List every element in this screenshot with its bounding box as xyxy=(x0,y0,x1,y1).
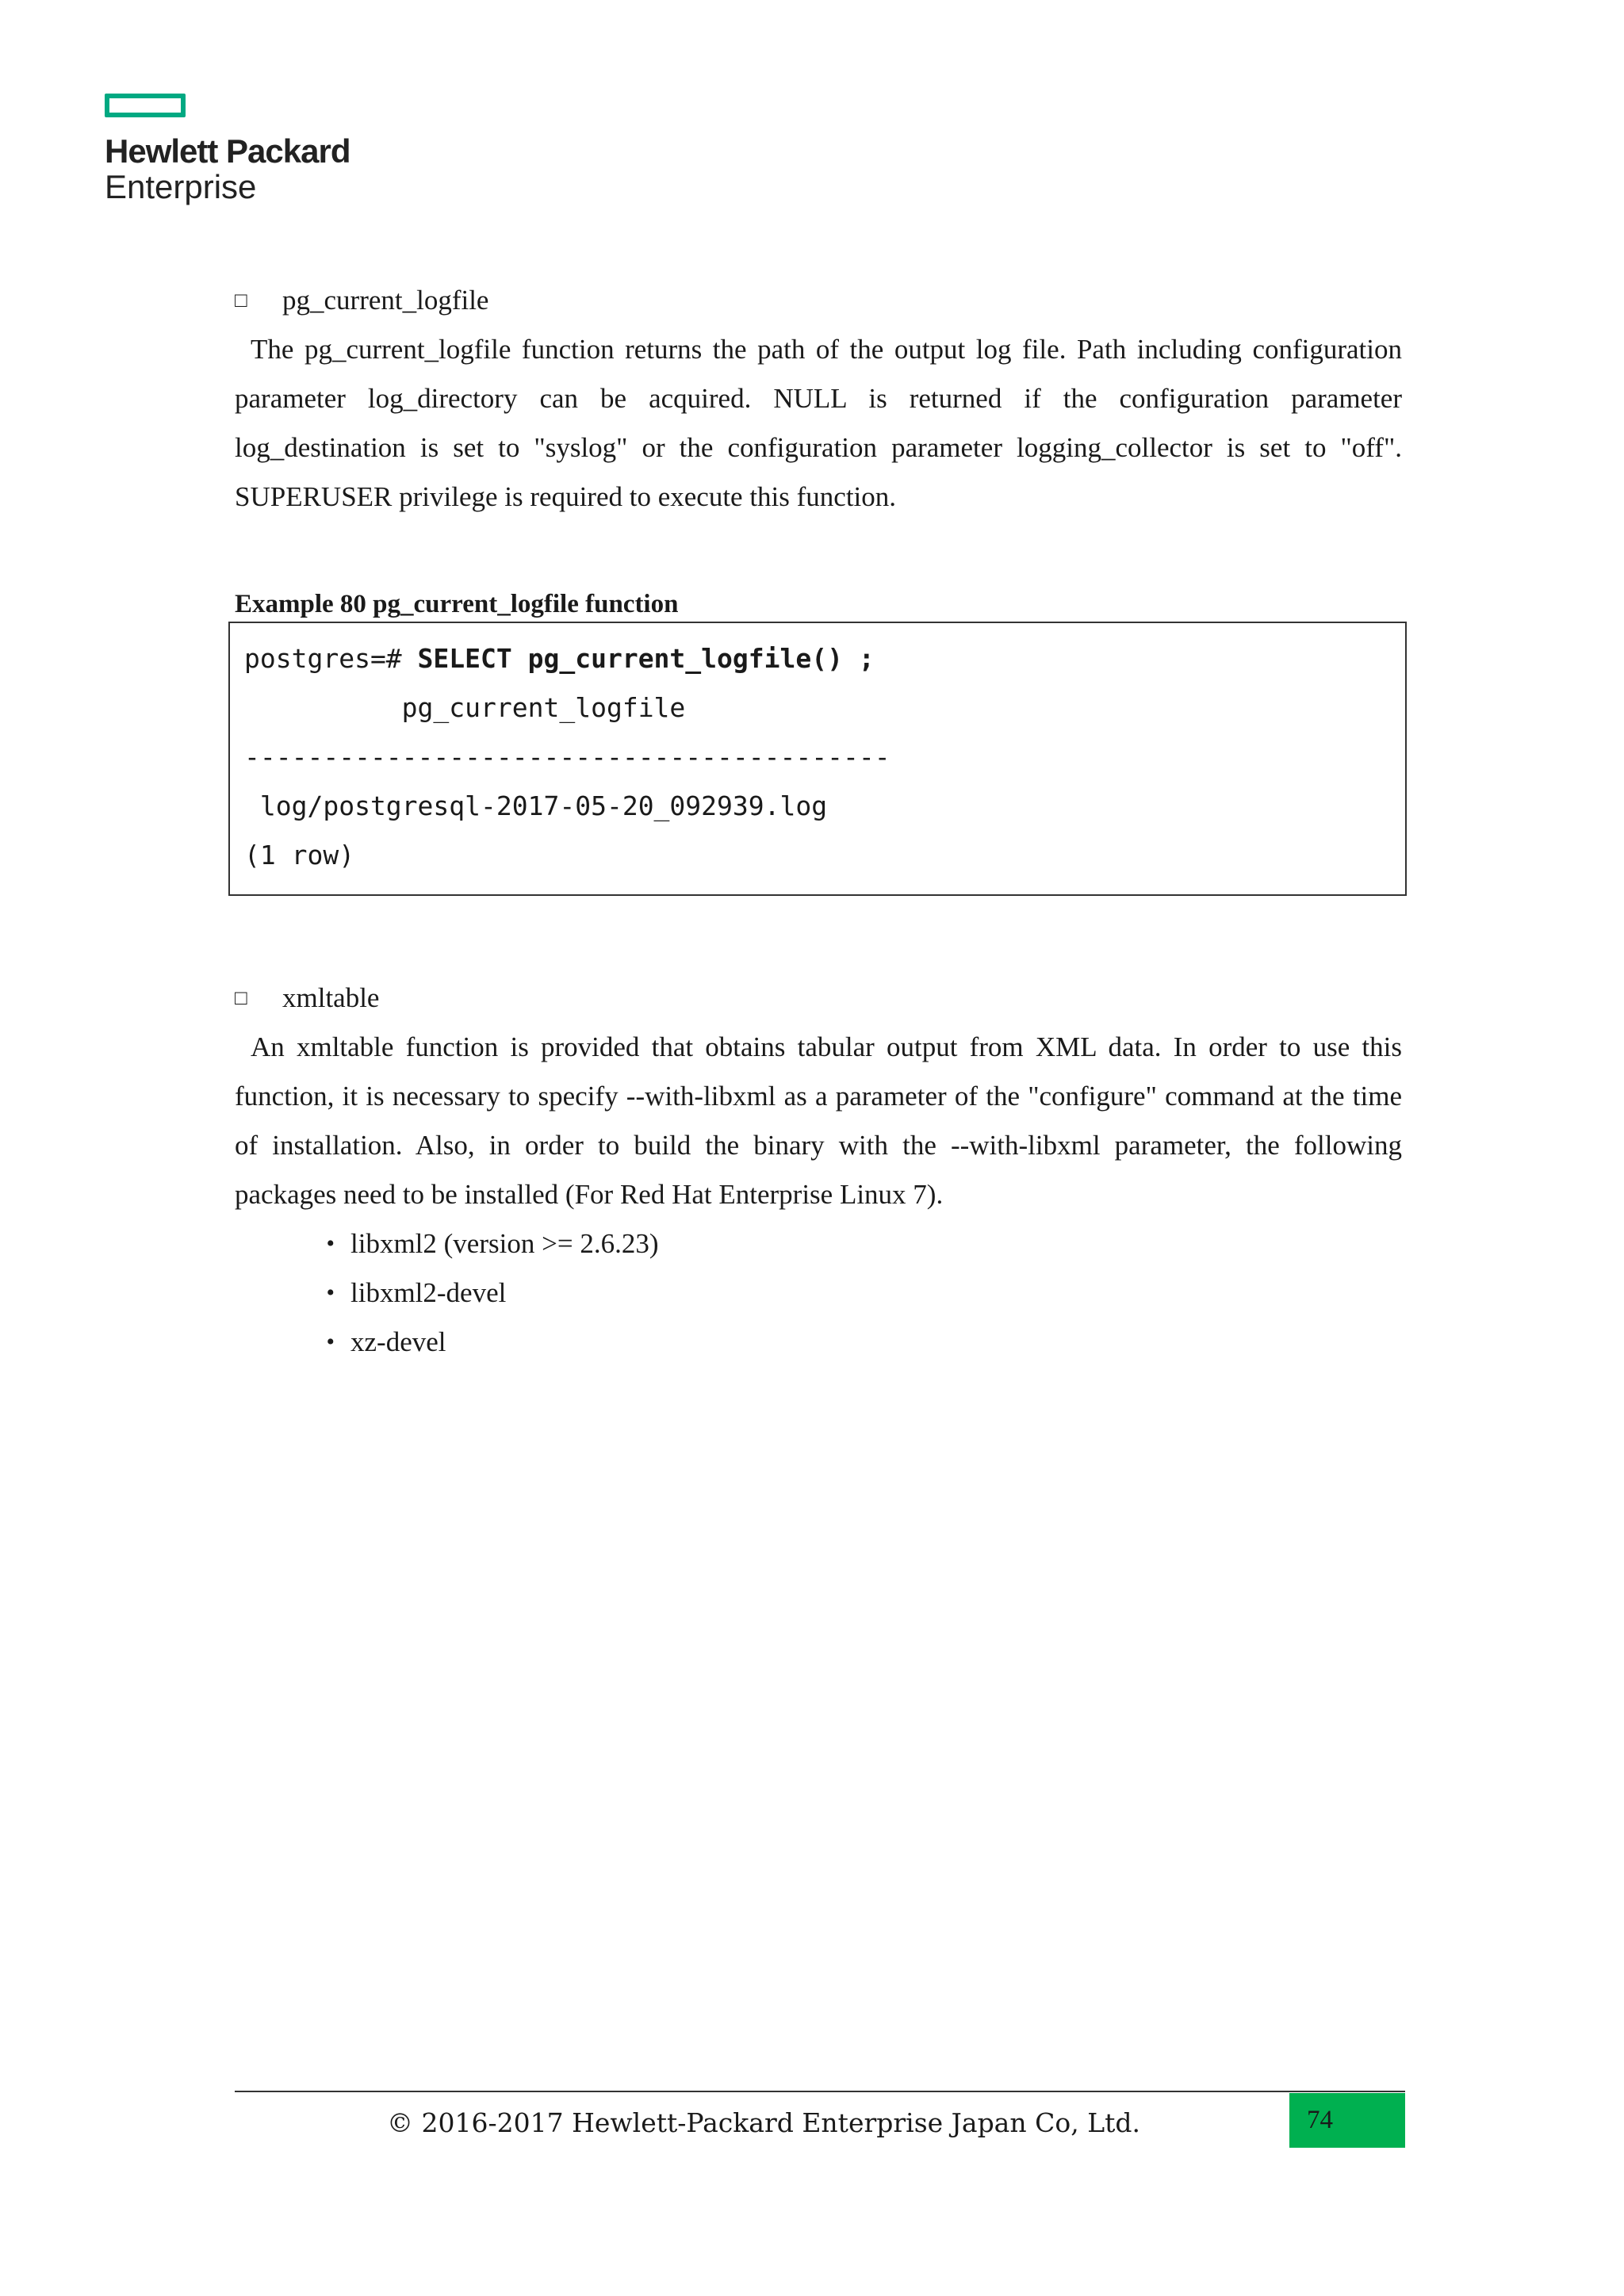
code-row-count: (1 row) xyxy=(244,840,355,871)
code-prompt: postgres=# xyxy=(244,643,418,674)
footer-divider xyxy=(235,2091,1405,2092)
section-paragraph: An xmltable function is provided that obtains tabular output from XML data. In order to use this function, it is necessary to specify --with-libxml as a parameter of the "configure" command at the time of installation. Also, in order to build the binary with the --with-libxml parameter, the following packages need to be installed (For Red Hat Enterprise Linux 7). xyxy=(235,1031,1402,1210)
code-separator: ----------------------------------------- xyxy=(244,741,891,772)
section-title: pg_current_logfile xyxy=(282,285,489,316)
code-result-value: log/postgresql-2017-05-20_092939.log xyxy=(244,790,828,821)
code-command-line xyxy=(244,634,1391,683)
example-caption: Example 80 pg_current_logfile function xyxy=(235,590,679,618)
square-bullet-icon: □ xyxy=(235,289,247,312)
footer-copyright: © 2016-2017 Hewlett-Packard Enterprise Japan Co, Ltd. xyxy=(387,2107,1140,2138)
page-number: 74 xyxy=(1289,2093,1405,2148)
section-heading-xmltable xyxy=(235,974,1402,1023)
page-content xyxy=(235,276,1402,1367)
section-title: xmltable xyxy=(282,982,380,1013)
list-item xyxy=(235,1219,1402,1269)
list-item xyxy=(235,1269,1402,1318)
code-result-header: pg_current_logfile xyxy=(244,692,686,723)
hpe-logo xyxy=(105,94,350,205)
square-bullet-icon: □ xyxy=(235,986,247,1009)
list-item xyxy=(235,1318,1402,1367)
bullet-dot-icon: • xyxy=(326,1329,335,1355)
section-paragraph: The pg_current_logfile function returns the path of the output log file. Path including configuration parameter log_directory can be acquired. NULL is returned if the configuration parameter log_destination is set to "syslog" or the configuration parameter logging_collector is set to "off". SUPERUSER privilege is required to execute this function. xyxy=(235,334,1402,512)
code-command: SELECT pg_current_logfile() ; xyxy=(417,643,875,674)
bullet-dot-icon: • xyxy=(326,1280,335,1306)
list-item-text: libxml2-devel xyxy=(350,1277,507,1308)
logo-line-2: Enterprise xyxy=(105,168,257,205)
hpe-logo-mark xyxy=(105,94,186,117)
bullet-dot-icon: • xyxy=(326,1230,335,1257)
list-item-text: libxml2 (version >= 2.6.23) xyxy=(350,1228,659,1259)
list-item-text: xz-devel xyxy=(350,1326,446,1357)
package-list xyxy=(235,1219,1402,1367)
code-block xyxy=(228,622,1407,896)
logo-line-1: Hewlett Packard xyxy=(105,132,350,170)
section-heading-pg-current-logfile xyxy=(235,276,1402,325)
